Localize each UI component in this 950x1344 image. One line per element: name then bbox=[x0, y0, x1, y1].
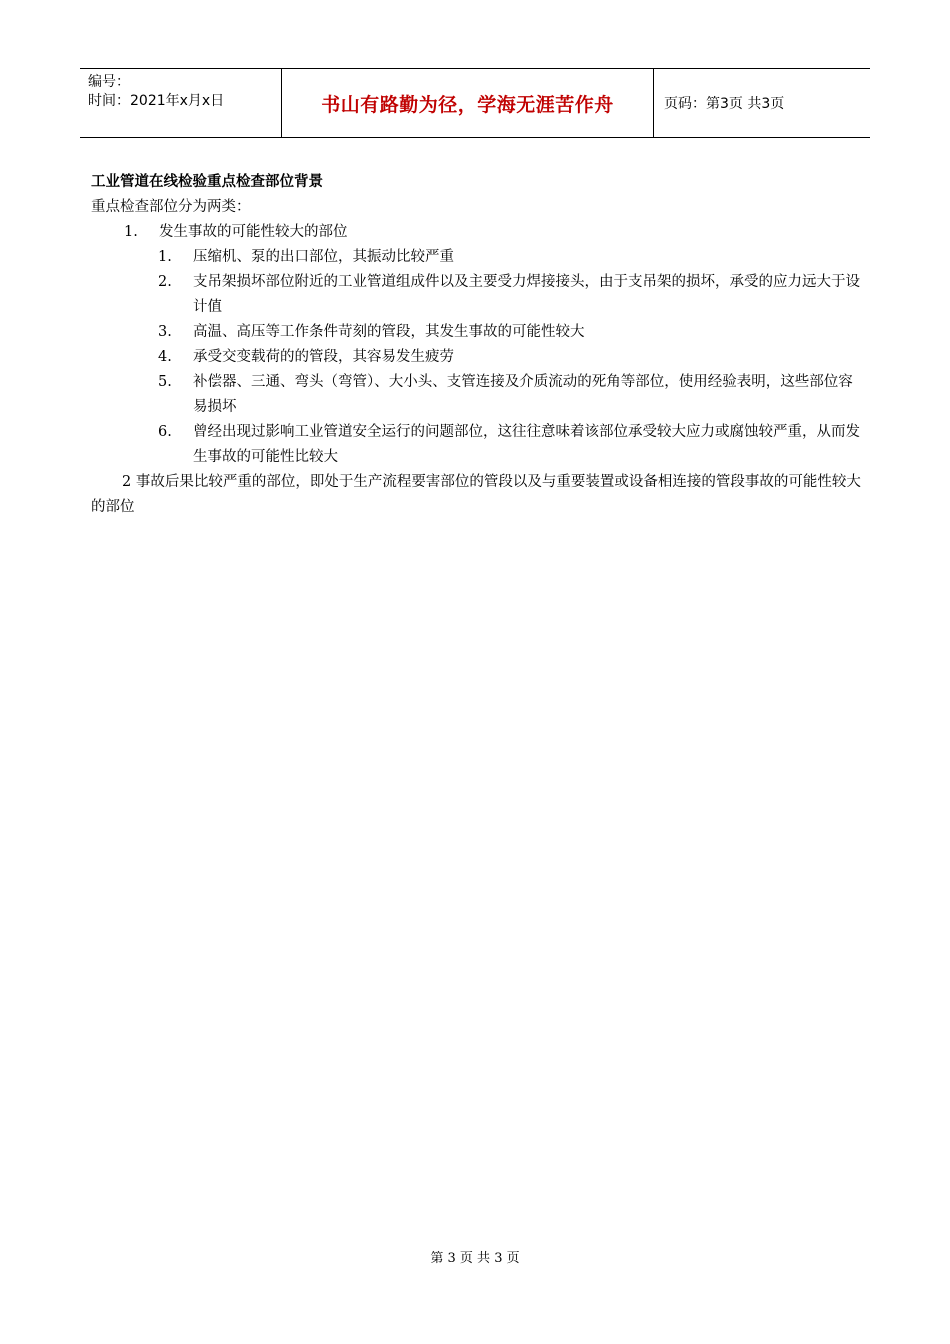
footer-page-number: 第 3 页 共 3 页 bbox=[430, 1251, 520, 1266]
list-item bbox=[91, 245, 861, 270]
list-item bbox=[91, 345, 861, 370]
section-1-heading bbox=[91, 220, 861, 245]
intro-text: 重点检查部位分为两类： bbox=[91, 199, 251, 215]
time-label: 时间：2021年x月x日 bbox=[88, 93, 225, 109]
list-item-number: 1. bbox=[158, 249, 172, 265]
motto-text: 书山有路勤为径，学海无涯苦作舟 bbox=[321, 93, 614, 116]
list-item bbox=[91, 320, 861, 345]
header-page-cell bbox=[654, 69, 870, 137]
serial-label: 编号： bbox=[88, 74, 130, 90]
list-item-number: 3. bbox=[158, 324, 172, 340]
list-item bbox=[91, 420, 861, 470]
section-1-text: 发生事故的可能性较大的部位 bbox=[159, 224, 348, 240]
list-item bbox=[91, 370, 861, 420]
section-1-number: 1. bbox=[124, 224, 138, 240]
list-item-text: 承受交变载荷的的管段，其容易发生疲劳 bbox=[193, 349, 454, 365]
list-item-text: 补偿器、三通、弯头（弯管）、大小头、支管连接及介质流动的死角等部位，使用经验表明，这些部位容易损坏 bbox=[193, 374, 853, 415]
page-header bbox=[80, 68, 870, 138]
list-item-text: 高温、高压等工作条件苛刻的管段，其发生事故的可能性较大 bbox=[193, 324, 585, 340]
list-item-text: 支吊架损坏部位附近的工业管道组成件以及主要受力焊接接头，由于支吊架的损坏，承受的应力远大于设计值 bbox=[193, 274, 860, 315]
section-2-paragraph: 2 事故后果比较严重的部位，即处于生产流程要害部位的管段以及与重要装置或设备相连接的管段事故的可能性较大的部位 bbox=[91, 474, 861, 515]
page-footer bbox=[0, 1247, 950, 1266]
list-item-number: 5. bbox=[158, 374, 172, 390]
list-item-text: 曾经出现过影响工业管道安全运行的问题部位，这往往意味着该部位承受较大应力或腐蚀较严重，从而发生事故的可能性比较大 bbox=[193, 424, 860, 465]
list-item-text: 压缩机、泵的出口部位，其振动比较严重 bbox=[193, 249, 454, 265]
list-item-number: 6. bbox=[158, 424, 172, 440]
list-item-number: 4. bbox=[158, 349, 172, 365]
page-indicator: 页码：第3页 共3页 bbox=[664, 96, 785, 112]
document-body bbox=[91, 170, 861, 520]
document-title: 工业管道在线检验重点检查部位背景 bbox=[91, 174, 323, 190]
header-motto-cell bbox=[281, 69, 654, 137]
list-item bbox=[91, 270, 861, 320]
list-item-number: 2. bbox=[158, 274, 172, 290]
header-meta bbox=[80, 69, 281, 137]
